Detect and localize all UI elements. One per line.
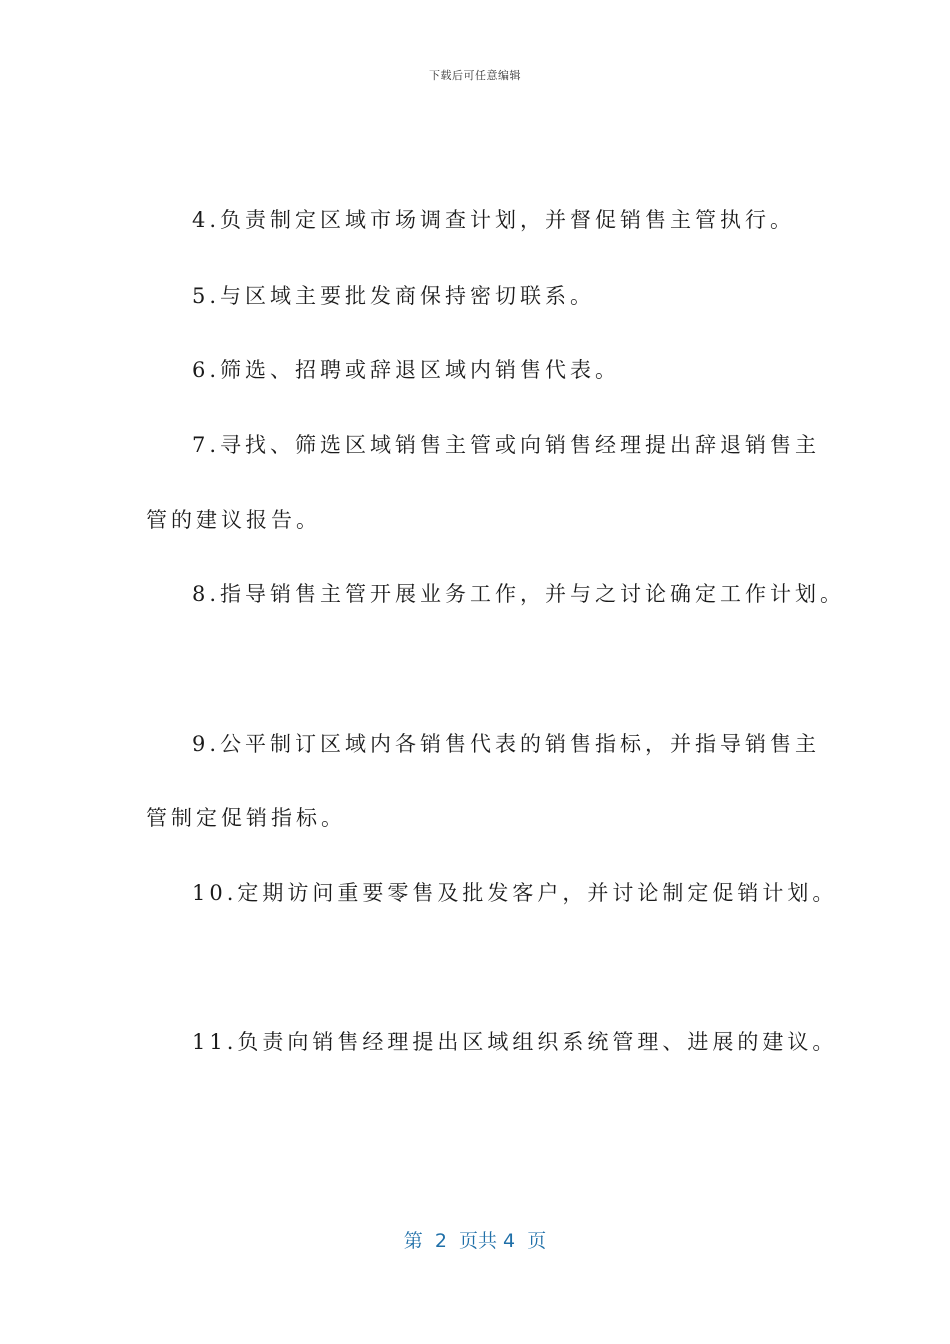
list-item-9-line-1: 9.公平制订区域内各销售代表的销售指标，并指导销售主 [192,732,821,756]
list-item-4: 4.负责制定区域市场调查计划，并督促销售主管执行。 [192,208,796,232]
list-item-10: 10.定期访问重要零售及批发客户，并讨论制定促销计划。 [192,881,838,905]
header-note: 下载后可任意编辑 [429,69,521,82]
list-item-7-line-1: 7.寻找、筛选区域销售主管或向销售经理提出辞退销售主 [192,433,821,457]
page-number-footer: 第 2 页共 4 页 [403,1230,547,1252]
list-item-7-line-2: 管的建议报告。 [146,508,321,532]
list-item-9-line-2: 管制定促销指标。 [146,806,346,830]
list-item-8: 8.指导销售主管开展业务工作，并与之讨论确定工作计划。 [192,582,846,606]
list-item-5: 5.与区域主要批发商保持密切联系。 [192,284,596,308]
list-item-6: 6.筛选、招聘或辞退区域内销售代表。 [192,358,621,382]
list-item-11: 11.负责向销售经理提出区域组织系统管理、进展的建议。 [192,1030,838,1054]
